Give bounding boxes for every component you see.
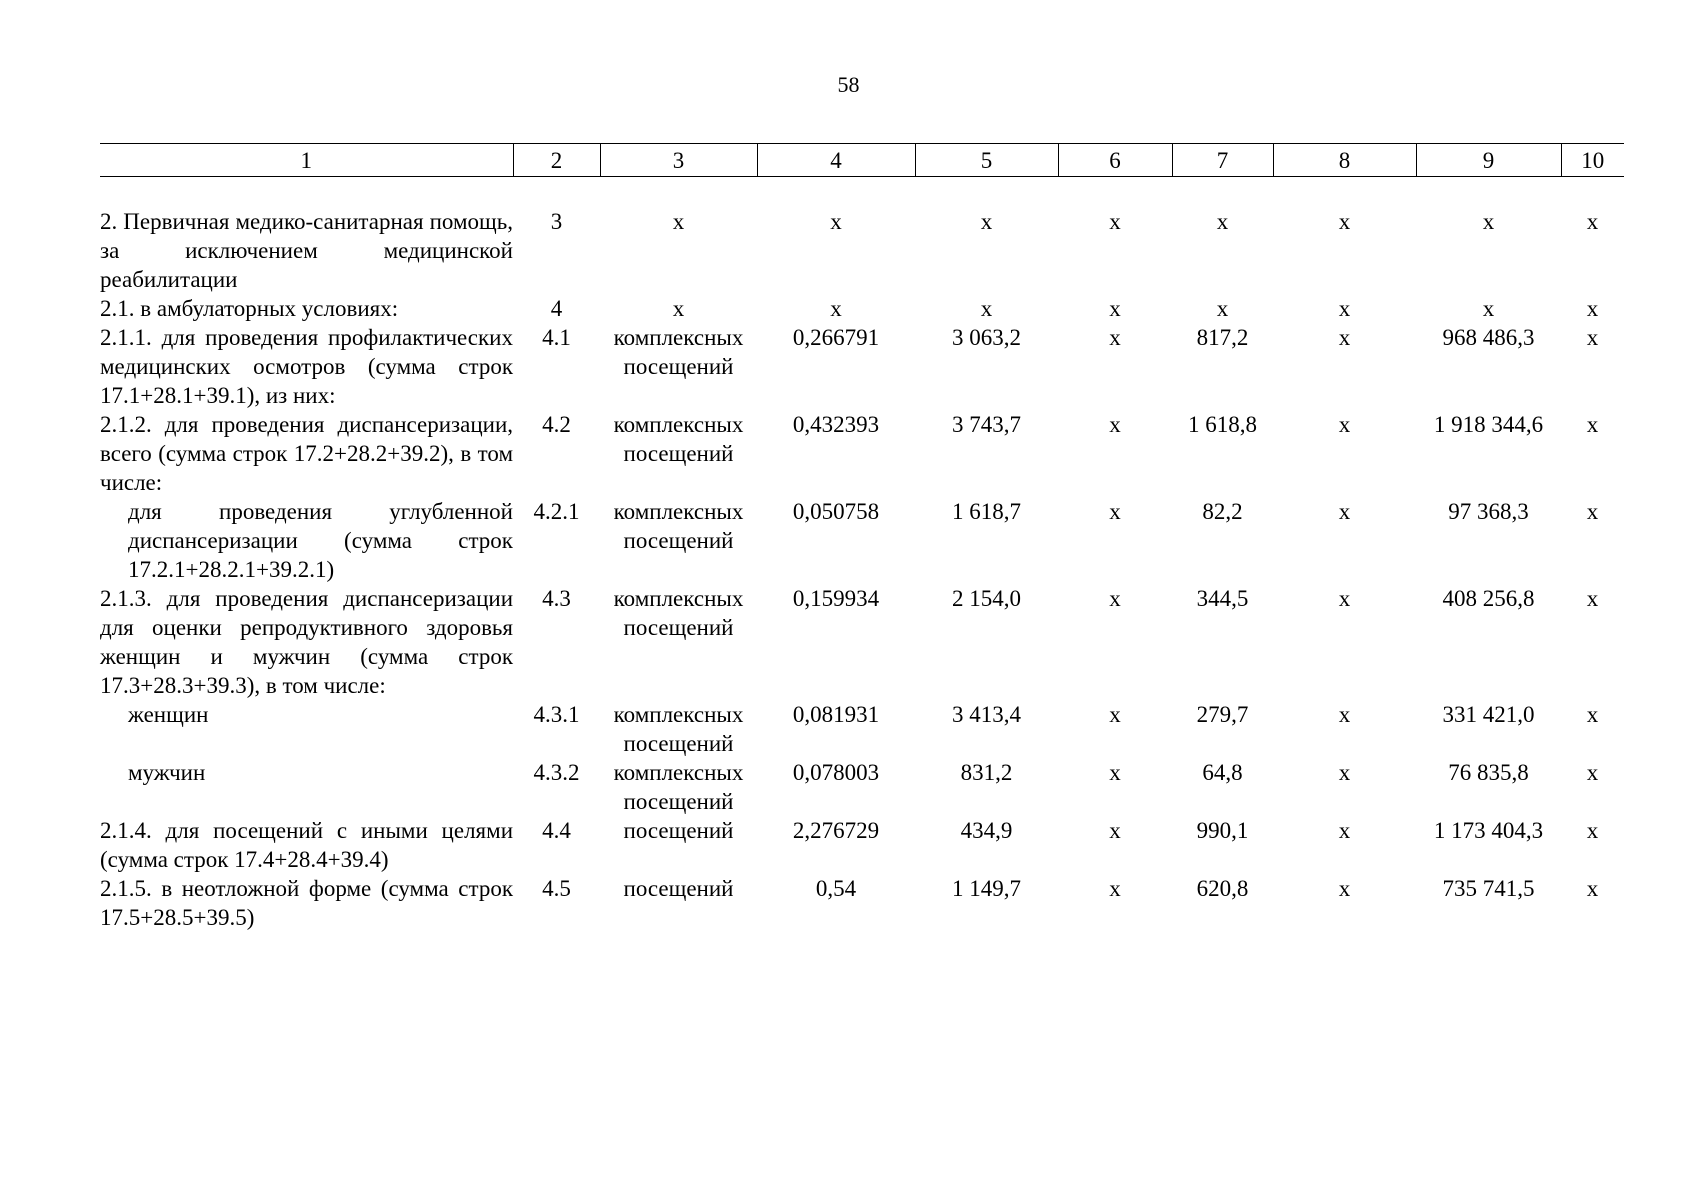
table-row xyxy=(100,584,1624,700)
table-row xyxy=(100,497,1624,584)
value-cell: 0,266791 xyxy=(792,325,880,350)
column-header: 2 xyxy=(513,144,600,177)
row-name: женщин xyxy=(128,702,209,727)
value-cell: 76 835,8 xyxy=(1448,760,1529,785)
value-cell: х xyxy=(1109,412,1121,437)
value-cell: х xyxy=(1109,876,1121,901)
value-cell: х xyxy=(1109,325,1121,350)
row-name: 2. Первичная медико-санитарная помощь, за исключением медицинской реабилитации xyxy=(100,209,513,292)
unit-cell: комплексных посещений xyxy=(613,325,744,379)
value-cell: х xyxy=(1109,499,1121,524)
value-cell: 434,9 xyxy=(960,818,1013,843)
value-cell: 2 154,0 xyxy=(952,586,1021,611)
value-cell: х xyxy=(1109,296,1121,321)
spacer-row xyxy=(100,177,1624,208)
value-cell: х xyxy=(1586,876,1599,901)
value-cell: х xyxy=(1586,499,1599,524)
value-cell: 735 741,5 xyxy=(1442,876,1535,901)
value-cell: 0,050758 xyxy=(792,499,880,524)
unit-cell: х xyxy=(672,209,685,234)
row-name: 2.1.3. для проведения диспансеризации для оценки репродуктивного здоровья женщин и мужчин (сумма строк 17.3+28.3+39.3), в том числе: xyxy=(100,586,513,698)
row-number: 4.2.1 xyxy=(533,499,580,524)
value-cell: х xyxy=(1338,702,1351,727)
column-header: 9 xyxy=(1416,144,1561,177)
value-cell: х xyxy=(1586,702,1599,727)
column-header: 5 xyxy=(915,144,1058,177)
row-number: 3 xyxy=(550,209,563,234)
row-number: 4.3.2 xyxy=(533,760,580,785)
value-cell: 0,081931 xyxy=(792,702,880,727)
unit-cell: комплексных посещений xyxy=(613,499,744,553)
value-cell: 620,8 xyxy=(1196,876,1249,901)
row-name: 2.1. в амбулаторных условиях: xyxy=(100,296,399,321)
value-cell: х xyxy=(1338,296,1351,321)
unit-cell: комплексных посещений xyxy=(613,760,744,814)
value-cell: х xyxy=(830,296,842,321)
column-header: 10 xyxy=(1561,144,1624,177)
value-cell: х xyxy=(1482,296,1495,321)
value-cell: 0,078003 xyxy=(792,760,880,785)
value-cell: 3 413,4 xyxy=(952,702,1021,727)
value-cell: х xyxy=(1482,209,1495,234)
value-cell: х xyxy=(1338,760,1351,785)
column-number-header xyxy=(100,144,1624,177)
column-header: 3 xyxy=(600,144,757,177)
row-number: 4.1 xyxy=(542,325,571,350)
column-header: 8 xyxy=(1273,144,1416,177)
value-cell: х xyxy=(1109,702,1121,727)
value-cell: 1 149,7 xyxy=(952,876,1021,901)
value-cell: 0,159934 xyxy=(792,586,880,611)
value-cell: х xyxy=(980,209,993,234)
column-header: 1 xyxy=(100,144,513,177)
row-name: 2.1.1. для проведения профилактических медицинских осмотров (сумма строк 17.1+28.1+39.1), из них: xyxy=(100,325,513,408)
value-cell: х xyxy=(1586,586,1599,611)
value-cell: х xyxy=(1109,760,1121,785)
value-cell: 97 368,3 xyxy=(1448,499,1529,524)
table-row xyxy=(100,207,1624,294)
table-row xyxy=(100,323,1624,410)
value-cell: 331 421,0 xyxy=(1442,702,1535,727)
value-cell: 990,1 xyxy=(1196,818,1249,843)
value-cell: х xyxy=(1216,209,1229,234)
value-cell: х xyxy=(1338,876,1351,901)
value-cell: 817,2 xyxy=(1196,325,1249,350)
data-table xyxy=(100,143,1624,932)
value-cell: х xyxy=(1586,296,1599,321)
value-cell: х xyxy=(1338,818,1351,843)
value-cell: 968 486,3 xyxy=(1442,325,1535,350)
table-row xyxy=(100,294,1624,323)
value-cell: х xyxy=(1338,209,1351,234)
unit-cell: комплексных посещений xyxy=(613,586,744,640)
table-row xyxy=(100,874,1624,932)
row-number: 4.2 xyxy=(542,412,571,437)
value-cell: х xyxy=(1586,209,1599,234)
unit-cell: посещений xyxy=(623,818,734,843)
value-cell: х xyxy=(1109,586,1121,611)
row-name: мужчин xyxy=(128,760,206,785)
value-cell: 64,8 xyxy=(1202,760,1243,785)
table-row xyxy=(100,758,1624,816)
table-row xyxy=(100,410,1624,497)
row-number: 4.3.1 xyxy=(533,702,580,727)
row-name: для проведения углубленной диспансеризации (сумма строк 17.2.1+28.2.1+39.2.1) xyxy=(128,499,513,582)
row-number: 4.5 xyxy=(542,876,571,901)
value-cell: 3 743,7 xyxy=(952,412,1021,437)
value-cell: 2,276729 xyxy=(792,818,880,843)
value-cell: 1 173 404,3 xyxy=(1433,818,1544,843)
column-header: 7 xyxy=(1172,144,1273,177)
unit-cell: посещений xyxy=(623,876,734,901)
page-number: 58 xyxy=(837,72,860,97)
value-cell: х xyxy=(1586,412,1599,437)
value-cell: 0,432393 xyxy=(792,412,880,437)
row-number: 4 xyxy=(550,296,563,321)
value-cell: 1 918 344,6 xyxy=(1433,412,1544,437)
row-number: 4.4 xyxy=(542,818,571,843)
value-cell: х xyxy=(1338,586,1351,611)
value-cell: 344,5 xyxy=(1196,586,1249,611)
value-cell: х xyxy=(1338,412,1351,437)
value-cell: х xyxy=(1109,818,1121,843)
unit-cell: х xyxy=(672,296,685,321)
value-cell: х xyxy=(830,209,842,234)
column-header: 4 xyxy=(757,144,915,177)
value-cell: 831,2 xyxy=(960,760,1013,785)
row-name: 2.1.5. в неотложной форме (сумма строк 17.5+28.5+39.5) xyxy=(100,876,513,930)
row-number: 4.3 xyxy=(542,586,571,611)
value-cell: х xyxy=(980,296,993,321)
value-cell: х xyxy=(1586,325,1599,350)
value-cell: х xyxy=(1338,325,1351,350)
unit-cell: комплексных посещений xyxy=(613,412,744,466)
value-cell: х xyxy=(1109,209,1121,234)
value-cell: х xyxy=(1216,296,1229,321)
value-cell: 408 256,8 xyxy=(1442,586,1535,611)
value-cell: х xyxy=(1586,818,1599,843)
column-header: 6 xyxy=(1058,144,1172,177)
value-cell: х xyxy=(1338,499,1351,524)
value-cell: 0,54 xyxy=(815,876,857,901)
value-cell: 82,2 xyxy=(1202,499,1243,524)
table-row xyxy=(100,700,1624,758)
value-cell: 3 063,2 xyxy=(952,325,1021,350)
unit-cell: комплексных посещений xyxy=(613,702,744,756)
value-cell: 1 618,8 xyxy=(1188,412,1257,437)
value-cell: 279,7 xyxy=(1196,702,1249,727)
value-cell: 1 618,7 xyxy=(952,499,1021,524)
table-row xyxy=(100,816,1624,874)
row-name: 2.1.4. для посещений с иными целями (сумма строк 17.4+28.4+39.4) xyxy=(100,818,513,872)
value-cell: х xyxy=(1586,760,1599,785)
row-name: 2.1.2. для проведения диспансеризации, всего (сумма строк 17.2+28.2+39.2), в том числе: xyxy=(100,412,513,495)
